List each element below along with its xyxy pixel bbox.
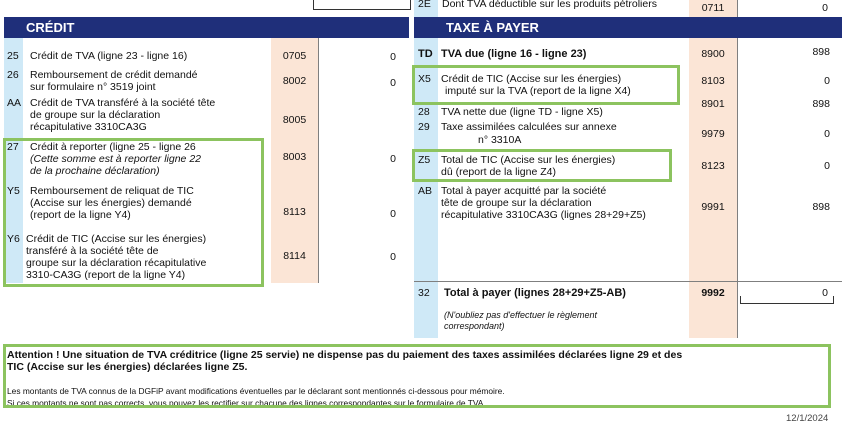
- left-row-26-label-1: Remboursement de crédit demandé: [30, 69, 198, 81]
- attention-line-2: TIC (Accise sur les énergies) déclarées ligne Z5.: [7, 361, 248, 373]
- left-row-y6-label-1: Crédit de TIC (Accise sur les énergies): [26, 233, 207, 245]
- left-row-y5-label-3: (report de la ligne Y4): [30, 209, 131, 221]
- left-row-aa-label-2: de groupe sur la déclaration: [30, 109, 161, 121]
- right-row-x5-code: X5: [418, 73, 431, 85]
- left-row-y6-value[interactable]: 0: [390, 251, 396, 263]
- right-row-x5-label-2: imputé sur la TVA (report de la ligne X4): [445, 85, 631, 97]
- right-row-32-value: 0: [822, 287, 828, 299]
- left-row-27-ref: 8003: [282, 151, 307, 163]
- left-row-26-ref: 8002: [282, 75, 307, 87]
- right-row-ab-label-1: Total à payer acquitté par la société: [441, 185, 607, 197]
- left-row-y6-label-4: 3310-CA3G (report de la ligne Y4): [26, 269, 186, 281]
- left-row-27-label-2: (Cette somme est à reporter ligne 22: [30, 153, 201, 165]
- top-row: [414, 0, 844, 14]
- right-row-td-value[interactable]: 898: [812, 46, 830, 58]
- right-row-28-code: 28: [418, 106, 430, 118]
- left-row-y6-code: Y6: [7, 233, 20, 245]
- info-line-1: Les montants de TVA connus de la DGFiP avant modifications éventuelles par le déclarant sont mentionnés ci-dessous pour mémoire.: [7, 386, 505, 396]
- right-row-32-code: 32: [418, 287, 430, 299]
- top-row-value: 0: [822, 2, 828, 14]
- right-row-td-code: TD: [418, 48, 433, 60]
- highlight-left-27-y6: [3, 138, 264, 287]
- left-row-aa-ref: 8005: [282, 114, 307, 126]
- print-date: 12/1/2024: [786, 413, 829, 424]
- highlight-x5: [412, 65, 680, 105]
- right-row-x5-label-1: Crédit de TIC (Accise sur les énergies): [441, 73, 622, 85]
- right-row-ab-label-2: tête de groupe sur la déclaration: [441, 197, 592, 209]
- right-row-28-label: TVA nette due (ligne TD - ligne X5): [441, 106, 603, 118]
- left-row-26-value[interactable]: 0: [390, 77, 396, 89]
- left-row-26-code: 26: [7, 69, 19, 81]
- left-row-y5-label-1: Remboursement de reliquat de TIC: [30, 185, 194, 197]
- tax-header: [414, 17, 842, 38]
- left-row-25-code: 25: [7, 50, 19, 62]
- left-row-25-value[interactable]: 0: [390, 51, 396, 63]
- left-row-25-ref: 0705: [282, 50, 307, 62]
- right-row-28-value[interactable]: 898: [812, 98, 830, 110]
- credit-header-label: CRÉDIT: [26, 20, 75, 35]
- left-row-26-label-2: sur formulaire n° 3519 joint: [30, 81, 156, 93]
- tax-header-label: TAXE À PAYER: [446, 20, 539, 35]
- top-input-box[interactable]: [313, 0, 411, 10]
- credit-header: [4, 17, 409, 38]
- top-row-code: 2E: [418, 0, 431, 10]
- left-row-aa-label-3: récapitulative 3310CA3G: [30, 121, 147, 133]
- left-row-y6-label-2: transféré à la société tête de: [26, 245, 159, 257]
- left-row-y5-ref: 8113: [283, 206, 306, 218]
- right-row-td-label: TVA due (ligne 16 - ligne 23): [441, 48, 587, 60]
- right-row-x5-ref: 8103: [701, 75, 725, 87]
- right-row-28-ref: 8901: [701, 98, 725, 110]
- left-row-27-label-3: de la prochaine déclaration): [30, 165, 160, 177]
- payment-note-2: correspondant): [444, 321, 505, 331]
- right-row-z5-label-2: dû (report de la ligne Z4): [441, 166, 556, 178]
- right-row-z5-value[interactable]: 0: [824, 160, 830, 172]
- top-row-label: Dont TVA déductible sur les produits pétroliers: [442, 0, 657, 10]
- right-row-29-label-1: Taxe assimilées calculées sur annexe: [441, 121, 617, 133]
- left-row-y5-value[interactable]: 0: [390, 208, 396, 220]
- right-row-ab-label-3: récapitulative 3310CA3G (lignes 28+29+Z5): [441, 209, 646, 221]
- left-row-aa-label-1: Crédit de TVA transféré à la société tête: [30, 97, 216, 109]
- left-row-y5-label-2: (Accise sur les énergies) demandé: [30, 197, 192, 209]
- left-row-27-label-1: Crédit à reporter (ligne 25 - ligne 26: [30, 141, 196, 153]
- left-row-25-label: Crédit de TVA (ligne 23 - ligne 16): [30, 50, 188, 62]
- right-row-32-ref: 9992: [701, 287, 725, 299]
- left-row-27-code: 27: [7, 141, 19, 153]
- payment-note-1: (N'oubliez pas d'effectuer le règlement: [444, 310, 598, 320]
- info-line-2: Si ces montants ne sont pas corrects, vous pouvez les rectifier sur chacune des lignes correspondantes sur le formulaire de TVA.: [7, 398, 486, 408]
- attention-line-1: Attention ! Une situation de TVA créditrice (ligne 25 servie) ne dispense pas du paiement des taxes assimilées déclarées ligne 29 et des: [7, 349, 683, 361]
- right-row-ab-code: AB: [418, 185, 433, 197]
- left-row-y5-code: Y5: [7, 185, 20, 197]
- left-row-aa-code: AA: [7, 97, 22, 109]
- right-row-29-code: 29: [418, 121, 430, 133]
- highlight-z5: [412, 149, 672, 182]
- top-row-ref: 0711: [701, 2, 725, 14]
- left-row-y6-label-3: groupe sur la déclaration récapitulative: [26, 257, 207, 269]
- right-row-ab-ref: 9991: [701, 201, 725, 213]
- right-row-z5-code: Z5: [418, 154, 431, 166]
- right-row-32-label: Total à payer (lignes 28+29+Z5-AB): [444, 287, 626, 299]
- right-row-29-value[interactable]: 0: [824, 128, 830, 140]
- right-row-z5-label-1: Total de TIC (Accise sur les énergies): [441, 154, 616, 166]
- right-row-ab-value[interactable]: 898: [812, 201, 830, 213]
- left-row-y6-ref: 8114: [283, 250, 306, 262]
- right-row-z5-ref: 8123: [701, 160, 725, 172]
- right-row-29-label-2: n° 3310A: [478, 134, 522, 146]
- highlight-attention: [3, 344, 831, 408]
- left-row-27-value[interactable]: 0: [390, 153, 396, 165]
- right-row-x5-value[interactable]: 0: [824, 75, 830, 87]
- right-row-td-ref: 8900: [701, 48, 725, 60]
- right-row-29-ref: 9979: [701, 128, 725, 140]
